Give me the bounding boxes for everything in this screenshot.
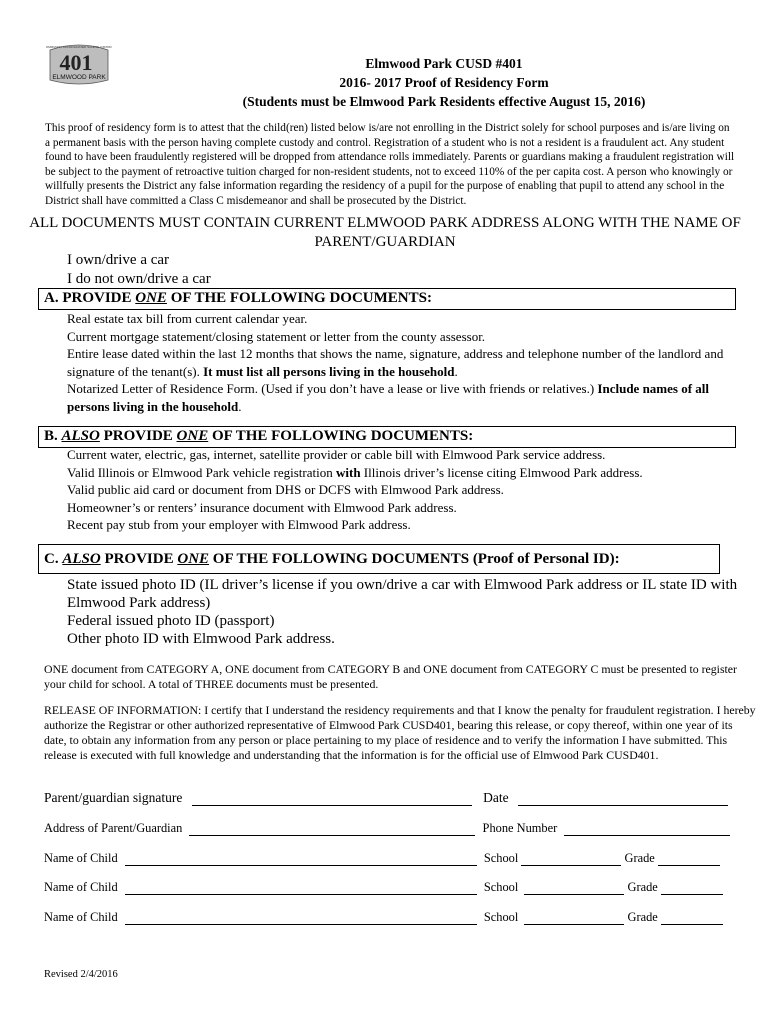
- signature-row: [44, 790, 728, 806]
- section-c-header: [38, 544, 720, 574]
- intro-paragraph: This proof of residency form is to attest that the child(ren) listed below is/are not enrolling in the District solely for school purposes and is/are living on a permanent basis with the person having complete custody and control. Registration of a student who is not a resident is a fraudulent act. Any student found to have been fraudulently registered will be dropped from attendance rolls immediately. Parents or guardians making a fraudulent registration will be subject to the payment of retroactive tuition charged for non-resident students, not to exceed 110% of the per capita cost. A person who knowingly or willfully presents the District any false information regarding the residency of a pupil for the purpose of enabling that pupil to attend any school in the District shall have committed a Class C misdemeanor and shall be prosecuted by the District.: [45, 122, 735, 207]
- grade-field[interactable]: [661, 882, 723, 895]
- signature-field[interactable]: [192, 793, 472, 806]
- section-a-item4-end: .: [238, 398, 242, 414]
- section-a-list: [67, 310, 737, 415]
- release-paragraph: RELEASE OF INFORMATION: I certify that I understand the residency requirements and that I know the penalty for fraudulent registration. I hereby authorize the Registrar or other authorized representative of Elmwood Park CUSD401, bearing this release, or copy thereof, within one year of its date, to obtain any information from any person or place pertaining to my place of residence and to verify the information I have submitted. This release is executed with full knowledge and understanding that the information is for the official use of Elmwood Park CUSD401.: [44, 703, 756, 762]
- child-name-field[interactable]: [125, 853, 477, 866]
- child-name-field[interactable]: [125, 882, 477, 895]
- section-b-emphasis-also: ALSO: [61, 428, 100, 444]
- section-b-item2-text: Valid Illinois or Elmwood Park vehicle registration: [67, 464, 336, 480]
- date-label: Date: [483, 790, 509, 805]
- section-c-item: Federal issued photo ID (passport): [67, 613, 275, 629]
- child-row: [44, 880, 723, 895]
- section-a-item3-text: Entire lease dated within the last 12 months that shows the name, signature, address and telephone number of the landlord and signature of the tenant(s).: [67, 346, 724, 379]
- phone-label: Phone Number: [482, 821, 558, 835]
- section-c-item: State issued photo ID (IL driver’s license if you own/drive a car with Elmwood Park address or IL state ID with Elmwood Park address): [67, 577, 738, 611]
- section-c-item: Other photo ID with Elmwood Park address.: [67, 631, 335, 647]
- section-b-item: Homeowner’s or renters’ insurance document with Elmwood Park address.: [67, 499, 457, 515]
- address-field[interactable]: [189, 823, 475, 836]
- school-field[interactable]: [521, 853, 621, 866]
- section-c-list: [67, 576, 757, 648]
- phone-field[interactable]: [564, 823, 730, 836]
- logo-number: 401: [59, 50, 93, 75]
- header-title: Elmwood Park CUSD #401: [365, 56, 523, 71]
- section-a-item3-end: .: [454, 363, 458, 379]
- child-label: Name of Child: [44, 880, 118, 894]
- section-b-mid: PROVIDE: [99, 428, 177, 444]
- school-field[interactable]: [524, 882, 624, 895]
- school-label: School: [483, 880, 519, 894]
- date-field[interactable]: [518, 793, 728, 806]
- section-b-item2-end: Illinois driver’s license citing Elmwood Park address.: [360, 464, 643, 480]
- address-label: Address of Parent/Guardian: [44, 821, 183, 835]
- grade-label: Grade: [627, 880, 658, 894]
- section-c-mid: PROVIDE: [100, 551, 178, 567]
- grade-field[interactable]: [661, 912, 723, 925]
- revision-date: Revised 2/4/2016: [44, 969, 118, 980]
- header-note: (Students must be Elmwood Park Residents effective August 15, 2016): [242, 94, 646, 109]
- requirement-paragraph: ONE document from CATEGORY A, ONE document from CATEGORY B and ONE document from CATEGORY C must be presented to register your child for school. A total of THREE documents must be presented.: [44, 662, 737, 691]
- signature-label: Parent/guardian signature: [44, 790, 183, 805]
- child-row: [44, 910, 723, 925]
- logo-name: ELMWOOD PARK: [52, 74, 106, 81]
- section-a-item: Real estate tax bill from current calendar year.: [67, 311, 308, 326]
- section-c-emphasis-also: ALSO: [62, 551, 101, 567]
- grade-label: Grade: [624, 851, 655, 865]
- child-row: [44, 851, 720, 866]
- section-a-suffix: OF THE FOLLOWING DOCUMENTS:: [166, 290, 432, 306]
- section-b-list: [67, 446, 737, 534]
- section-a-item4-bold: Include names of all persons living in the household: [67, 381, 710, 414]
- logo-top-text: COMMUNITY CONSOLIDATED SCHOOL DISTRICT: [46, 45, 112, 49]
- child-name-field[interactable]: [125, 912, 477, 925]
- section-a-item3-bold: It must list all persons living in the household: [203, 363, 455, 379]
- grade-label: Grade: [627, 910, 658, 924]
- address-requirement-banner: ALL DOCUMENTS MUST CONTAIN CURRENT ELMWOOD PARK ADDRESS ALONG WITH THE NAME OF PARENT/GUARDIAN: [29, 215, 741, 250]
- header-subtitle: 2016- 2017 Proof of Residency Form: [339, 75, 549, 90]
- school-label: School: [483, 851, 519, 865]
- section-a-item4-text: Notarized Letter of Residence Form. (Used if you don’t have a lease or live with friends or relatives.): [67, 381, 598, 396]
- section-a-header: [38, 288, 736, 310]
- section-a-item: [67, 345, 737, 380]
- child-label: Name of Child: [44, 910, 118, 924]
- section-b-item2-bold: with: [335, 464, 361, 480]
- section-a-emphasis: ONE: [135, 290, 167, 306]
- logo-graphic: [46, 42, 112, 88]
- section-c-prefix: C.: [44, 551, 63, 567]
- section-a-prefix: A. PROVIDE: [44, 290, 136, 306]
- grade-field[interactable]: [658, 853, 720, 866]
- section-b-prefix: B.: [44, 428, 62, 444]
- district-logo: [46, 42, 112, 88]
- car-option-not-own[interactable]: I do not own/drive a car: [67, 271, 211, 287]
- section-a-item: Current mortgage statement/closing statement or letter from the county assessor.: [67, 328, 486, 344]
- address-row: [44, 821, 730, 836]
- section-b-item: [67, 464, 737, 482]
- section-c-suffix: OF THE FOLLOWING DOCUMENTS (Proof of Personal ID):: [209, 551, 620, 567]
- section-b-item: Recent pay stub from your employer with Elmwood Park address.: [67, 517, 411, 532]
- section-a-item: [67, 380, 737, 415]
- section-b-item: Valid public aid card or document from DHS or DCFS with Elmwood Park address.: [67, 482, 504, 497]
- school-label: School: [483, 910, 519, 924]
- section-c-emphasis-one: ONE: [177, 551, 210, 567]
- school-field[interactable]: [524, 912, 624, 925]
- section-b-header: [38, 426, 736, 448]
- child-label: Name of Child: [44, 851, 118, 865]
- section-b-emphasis-one: ONE: [176, 428, 209, 444]
- section-b-item: Current water, electric, gas, internet, satellite provider or cable bill with Elmwood Park service address.: [67, 447, 606, 462]
- car-option-own[interactable]: I own/drive a car: [67, 252, 170, 268]
- section-b-suffix: OF THE FOLLOWING DOCUMENTS:: [208, 428, 474, 444]
